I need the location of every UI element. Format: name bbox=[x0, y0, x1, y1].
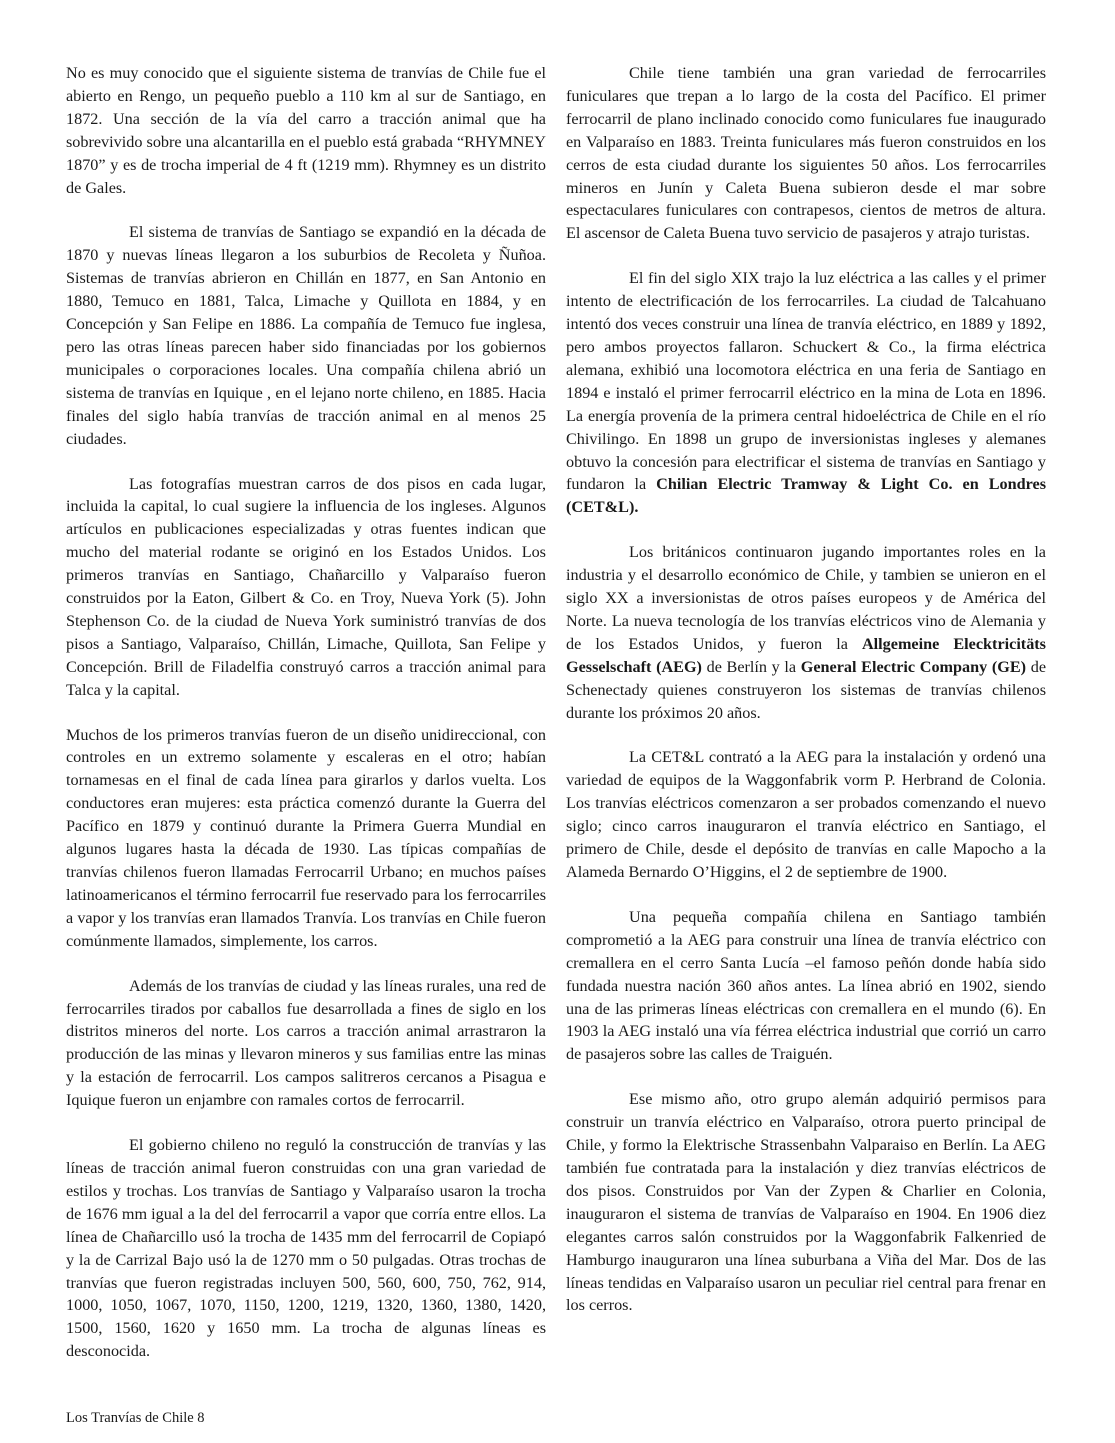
body-paragraph bbox=[566, 62, 1046, 245]
body-paragraph bbox=[566, 746, 1046, 883]
body-paragraph bbox=[566, 541, 1046, 724]
page-footer: Los Tranvías de Chile 8 bbox=[66, 1410, 205, 1426]
bold-text: General Electric Company (GE) bbox=[800, 657, 1027, 676]
body-paragraph bbox=[566, 906, 1046, 1066]
paragraph-text: Muchos de los primeros tranvías fueron de un diseño unidireccional, con controles en un extremo solamente y escaleras en el otro; habían tornamesas en el final de cada línea para girarlos y darlos vuelta. Los conductores eran mujeres: esta práctica comenzó durante la Guerra del Pacífico en 1879 y continuó durante la Primera Guerra Mundial en algunos lugares hasta la década de 1930. Las típicas compañías de tranvías chilenos fueron llamadas Ferrocarril Urbano; en muchos países latinoamericanos el término ferrocarril fue reservado para los ferrocarriles a vapor y los tranvías eran llamados Tranvía. Los tranvías en Chile fueron comúnmente llamados, simplemente, los carros. bbox=[66, 725, 546, 950]
paragraph-text: La CET&L contrató a la AEG para la instalación y ordenó una variedad de equipos de la Waggonfabrik vorm P. Herbrand de Colonia. Los tranvías eléctricos comenzaron a ser probados comenzando el nuevo siglo; cinco carros inauguraron el tranvía eléctrico en Santiago, el primero de Chile, desde el depósito de tranvías en calle Mapocho a la Alameda Bernardo O’Higgins, el 2 de septiembre de 1900. bbox=[566, 748, 1046, 881]
paragraph-text: El sistema de tranvías de Santiago se expandió en la década de 1870 y nuevas líneas llegaron a los suburbios de Recoleta y Ñuñoa. Sistemas de tranvías abrieron en Chillán en 1877, en San Antonio en 1880, Temuco en 1881, Talca, Limache y Quillota en 1884, y en Concepción y San Felipe en 1886. La compañía de Temuco fue inglesa, pero las otras líneas parecen haber sido financiadas por los gobiernos municipales o corporaciones locales. Una compañía chilena abrió un sistema de tranvías en Iquique , en el lejano norte chileno, en 1885. Hacia finales del siglo había tranvías de tracción animal en al menos 25 ciudades. bbox=[66, 223, 546, 448]
body-paragraph bbox=[66, 221, 546, 450]
bold-text: Allgemeine Elecktricitäts Gesselschaft (AEG) bbox=[566, 634, 1046, 676]
body-paragraph bbox=[566, 267, 1046, 519]
paragraph-text: El gobierno chileno no reguló la construcción de tranvías y las líneas de tracción animal fueron construidas con una gran variedad de estilos y trochas. Los tranvías de Santiago y Valparaíso usaron la trocha de 1676 mm igual a la del del ferrocarril a vapor que corría entre ellos. La línea de Chañarcillo usó la trocha de 1435 mm del ferrocarril de Copiapó y la de Carrizal Bajo usó la de 1270 mm o 50 pulgadas. Otras trochas de tranvías que fueron registradas incluyen 500, 560, 600, 750, 762, 914, 1000, 1050, 1067, 1070, 1150, 1200, 1219, 1320, 1360, 1380, 1420, 1500, 1560, 1620 y 1650 mm. La trocha de algunas líneas es desconocida. bbox=[66, 1136, 546, 1361]
paragraph-text: No es muy conocido que el siguiente sistema de tranvías de Chile fue el abierto en Rengo, un pequeño pueblo a 110 km al sur de Santiago, en 1872. Una sección de la vía del carro a tracción animal que ha sobrevivido sobre una alcantarilla en el pueblo está grabada “RHYMNEY 1870” y es de trocha imperial de 4 ft (1219 mm). Rhymney es un distrito de Gales. bbox=[66, 64, 546, 197]
body-paragraph bbox=[66, 62, 546, 199]
paragraph-text: Además de los tranvías de ciudad y las líneas rurales, una red de ferrocarriles tirados por caballos fue desarrollada a fines de siglo en los distritos mineros del norte. Los carros a tracción animal arrastraron la producción de las minas y llevaron mineros y sus familias entre las minas y la estación de ferrocarril. Los campos salitreros cercanos a Pisagua e Iquique fueron un enjambre con ramales cortos de ferrocarril. bbox=[66, 976, 546, 1110]
paragraph-text: de Berlín y la bbox=[701, 657, 801, 676]
body-paragraph bbox=[66, 975, 546, 1112]
paragraph-text: de Schenectady quienes construyeron los sistemas de tranvías chilenos durante los próximos 20 años. bbox=[566, 657, 1047, 722]
paragraph-text: Ese mismo año, otro grupo alemán adquirió permisos para construir un tranvía eléctrico en Valparaíso, otrora puerto principal de Chile, y formo la Elektrische Strassenbahn Valparaiso en Berlín. La AEG también fue contratada para la instalación y diez tranvías eléctricos de dos pisos. Construidos por Van der Zypen & Charlier en Colonia, inauguraron el sistema de tranvías de Valparaíso en 1904. En 1906 diez elegantes carros salón construidos por la Waggonfabrik Falkenried de Hamburgo inauguraron una línea suburbana a Viña del Mar. Dos de las líneas tendidas en Valparaíso usaron un peculiar riel central para frenar en los cerros. bbox=[566, 1090, 1046, 1315]
body-paragraph bbox=[66, 473, 546, 702]
paragraph-text: Las fotografías muestran carros de dos pisos en cada lugar, incluida la capital, lo cual sugiere la influencia de los ingleses. Algunos artículos en publicaciones especializadas y otras fuentes indican que mucho del material rodante se originó en los Estados Unidos. Los primeros tranvías en Santiago, Chañarcillo y Valparaíso fueron construidos por la Eaton, Gilbert & Co. en Troy, Nueva York (5). John Stephenson Co. de la ciudad de Nueva York suministró tranvías de dos pisos a Santiago, Valparaíso, Chillán, Limache, Quillota, San Felipe y Concepción. Brill de Filadelfia construyó carros a tracción animal para Talca y la capital. bbox=[66, 474, 546, 699]
paragraph-text: El fin del siglo XIX trajo la luz eléctrica a las calles y el primer intento de electrificación de los ferrocarriles. La ciudad de Talcahuano intentó dos veces construir una línea de tranvía eléctrico, en 1889 y 1892, pero ambos proyectos fallaron. Schuckert & Co., la firma eléctrica alemana, exhibió una locomotora eléctrica en una feria de Santiago en 1894 e instaló el primer ferrocarril eléctrico en la mina de Lota en 1896. La energía provenía de la primera central hidoeléctrica de Chile en el río Chivilingo. En 1898 un grupo de inversionistas ingleses y alemanes obtuvo la concesión para electrificar el sistema de tranvías en Santiago y fundaron la bbox=[566, 269, 1046, 494]
body-paragraph bbox=[66, 1134, 546, 1363]
paragraph-text: Una pequeña compañía chilena en Santiago también comprometió a la AEG para construir una línea de tranvía eléctrico con cremallera en el cerro Santa Lucía –el famoso peñón donde había sido fundada nuestra nación 360 años antes. La línea abrió en 1902, siendo una de las primeras líneas eléctricas con cremallera en el mundo (6). En 1903 la AEG instaló una vía férrea eléctrica industrial que corrió un carro de pasajeros sobre las calles de Traiguén. bbox=[566, 907, 1046, 1064]
right-column bbox=[566, 62, 1046, 1339]
body-paragraph bbox=[566, 1088, 1046, 1317]
paragraph-text: Chile tiene también una gran variedad de ferrocarriles funiculares que trepan a lo largo de la costa del Pacífico. El primer ferrocarril de plano inclinado conocido como funiculares fue inaugurado en Valparaíso en 1883. Treinta funiculares más fueron construidos en los cerros de esta ciudad durante los siguientes 50 años. Los ferrocarriles mineros en Junín y Caleta Buena subieron desde el mar sobre espectaculares funiculares con contrapesos, cientos de metros de altura. El ascensor de Caleta Buena tuvo servicio de pasajeros y atrajo turistas. bbox=[566, 64, 1046, 243]
paragraph-text: Los británicos continuaron jugando importantes roles en la industria y el desarrollo económico de Chile, y tambien se unieron en el siglo XX a inversionistas de otros países europeos y de América del Norte. La nueva tecnología de los tranvías eléctricos vino de Alemania y de los Estados Unidos, y fueron la bbox=[566, 543, 1046, 653]
bold-text: Chilian Electric Tramway & Light Co. en Londres (CET&L). bbox=[566, 475, 1046, 517]
body-paragraph bbox=[66, 724, 546, 953]
left-column bbox=[66, 62, 546, 1385]
